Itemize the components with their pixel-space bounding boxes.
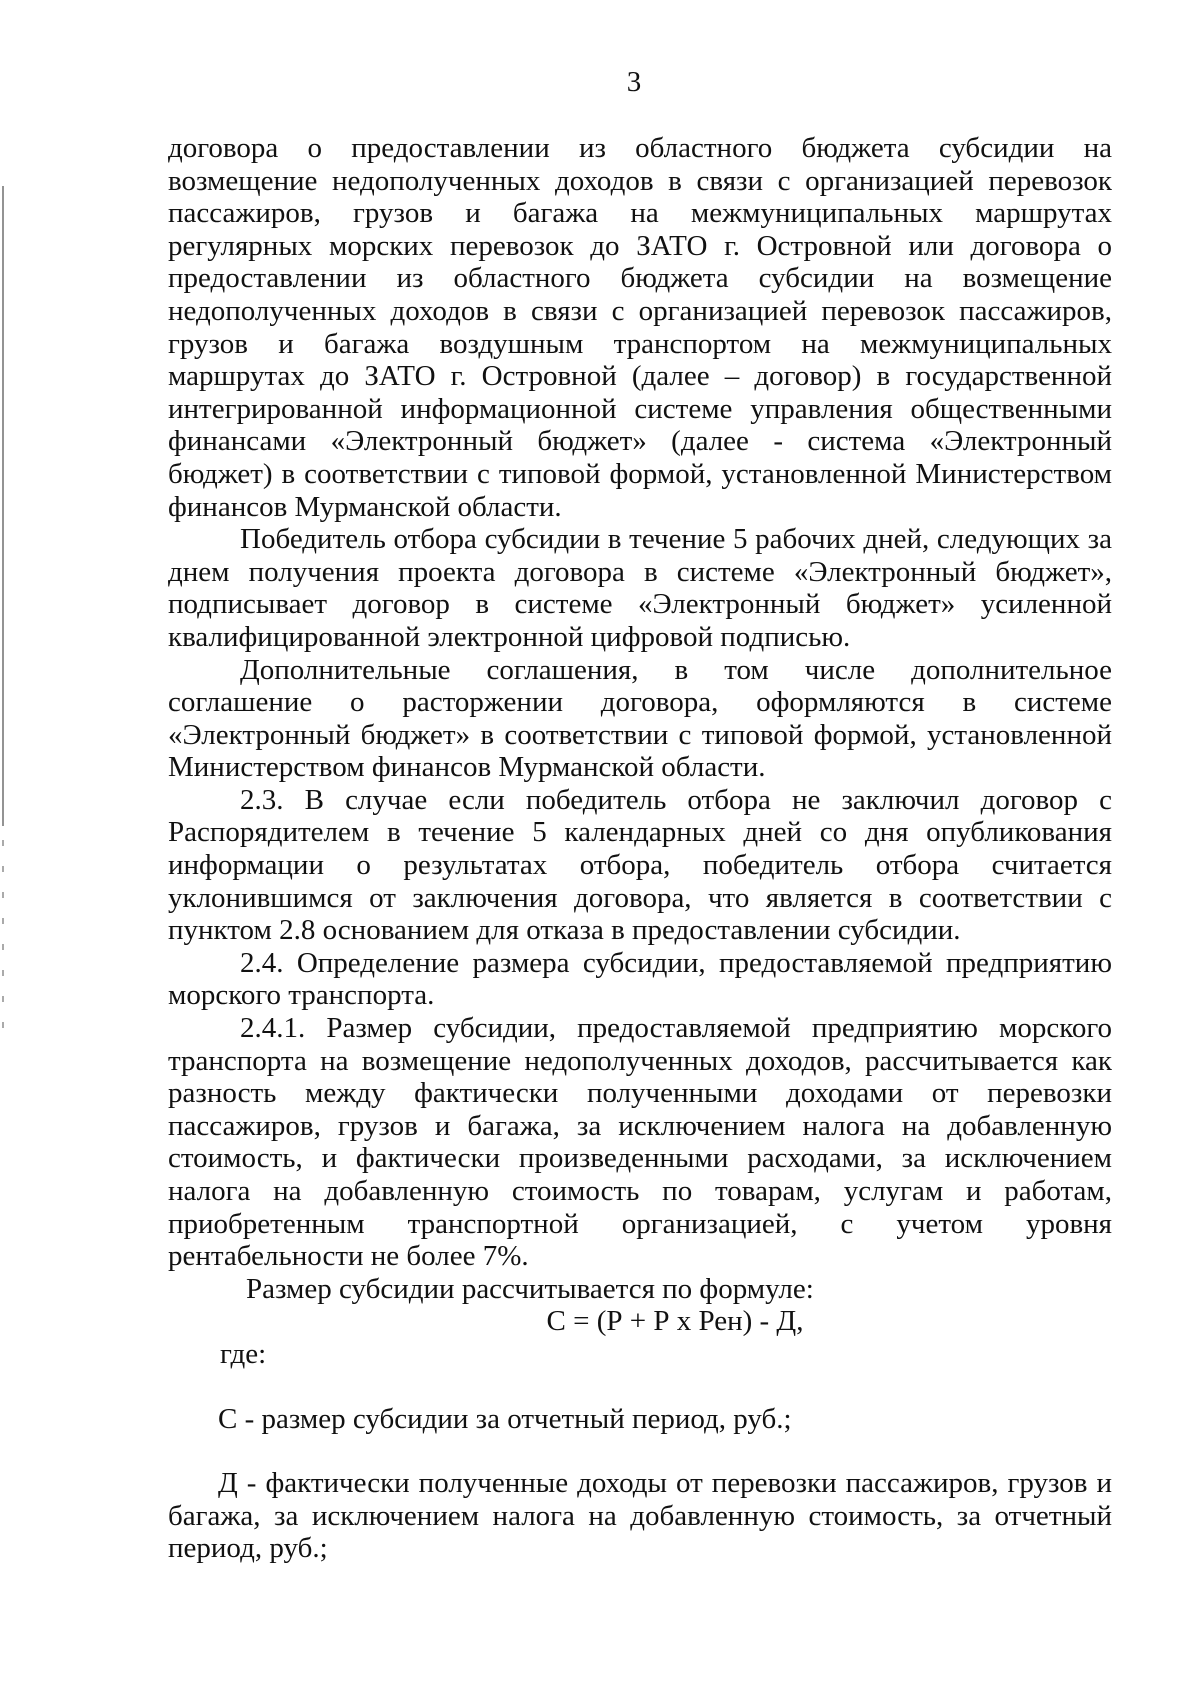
paragraph-clause-2-4: 2.4. Определение размера субсидии, предоставляемой предприятию морского транспорта. xyxy=(168,946,1112,1012)
formula-intro: Размер субсидии рассчитывается по формуле: xyxy=(246,1272,814,1305)
spacer xyxy=(168,1435,1112,1467)
paragraph-contract-continuation: договора о предоставлении из областного бюджета субсидии на возмещение недополученных доходов в связи с организацией перевозок пассажиров, грузов и багажа на межмуниципальных маршрутах регулярных морских перевозок до ЗАТО г. Островной или договора о предоставлении из областного бюджета субсидии на возмещение недополученных доходов в связи с организацией перевозок пассажиров, грузов и багажа воздушным транспортом на межмуниципальных маршрутах до ЗАТО г. Островной (далее – договор) в государственной интегрированной информационной системе управления общественными финансами «Электронный бюджет» (далее - система «Электронный бюджет) в соответствии с типовой формой, установленной Министерством финансов Мурманской области. xyxy=(168,132,1112,523)
paragraph-clause-2-4-1: 2.4.1. Размер субсидии, предоставляемой предприятию морского транспорта на возмещение недополученных доходов, рассчитывается как разность между фактически полученными доходами от перевозки пассажиров, грузов и багажа, за исключением налога на добавленную стоимость, и фактически произведенными расходами, за исключением налога на добавленную стоимость по товарам, услугам и работам, приобретенным транспортной организацией, с учетом уровня рентабельности не более 7%. xyxy=(168,1012,1112,1273)
where-label: где: xyxy=(220,1337,267,1370)
document-body xyxy=(168,132,1112,1565)
scan-edge-shadow xyxy=(2,186,4,826)
scan-edge-marks xyxy=(2,840,4,1040)
spacer xyxy=(168,1371,1112,1403)
paragraph-additional-agreements: Дополнительные соглашения, в том числе дополнительное соглашение о расторжении договора, оформляются в системе «Электронный бюджет» в соответствии с типовой формой, установленной Министерством финансов Мурманской области. xyxy=(168,653,1112,784)
paragraph-winner-signing: Победитель отбора субсидии в течение 5 рабочих дней, следующих за днем получения проекта договора в системе «Электронный бюджет», подписывает договор в системе «Электронный бюджет» усиленной квалифицированной электронной цифровой подписью. xyxy=(168,523,1112,653)
definition-d: Д - фактически полученные доходы от перевозки пассажиров, грузов и багажа, за исключением налога на добавленную стоимость, за отчетный период, руб.; xyxy=(168,1467,1112,1565)
definition-c: С - размер субсидии за отчетный период, руб.; xyxy=(218,1402,792,1435)
page-number: 3 xyxy=(626,66,642,98)
subsidy-formula: С = (Р + Р х Рен) - Д, xyxy=(546,1305,804,1338)
paragraph-clause-2-3: 2.3. В случае если победитель отбора не заключил договор с Распорядителем в течение 5 календарных дней со дня опубликования информации о результатах отбора, победитель отбора считается уклонившимся от заключения договора, что является в соответствии с пунктом 2.8 основанием для отказа в предоставлении субсидии. xyxy=(168,783,1112,947)
